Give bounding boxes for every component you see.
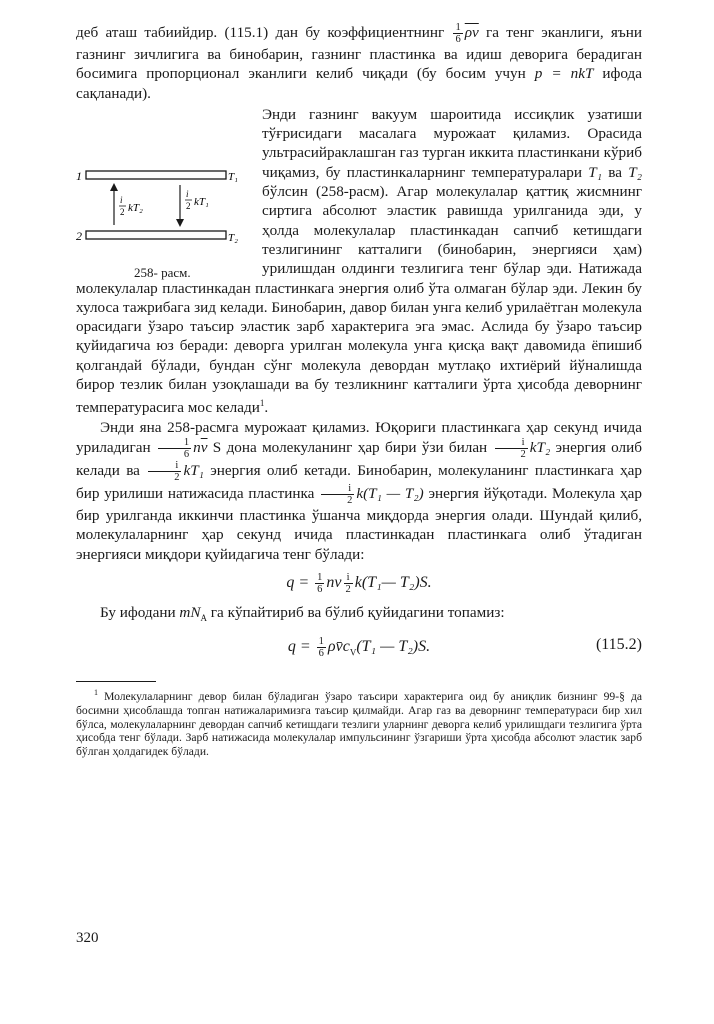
footnote-divider bbox=[76, 681, 156, 682]
figure-caption: 258- расм. bbox=[134, 264, 191, 280]
v-bar-symbol: $\overline{v}$ bbox=[200, 438, 208, 456]
plate-2-number: 2 bbox=[76, 228, 82, 243]
plate-1-number: 1 bbox=[76, 168, 82, 183]
plate-bottom-temp: T₂ bbox=[228, 231, 238, 244]
frac-den: 6 bbox=[455, 34, 461, 45]
para3-text5: энергия йўқотади. Молекула ҳар бир урилганда иккинчи пластинка ўшанча миқдорда энергия олади. Шундай қилиб, молекулаларнинг ҳар секунд ичида пластинкадан пластинкага олиб ўтадиган энергияси миқдори қуйидагича тенг бўлади: bbox=[76, 484, 642, 563]
arrow-left-frac-den: 2 bbox=[120, 206, 125, 217]
para2-text2: бўлсин (258-расм). Агар молекулалар қаттиқ жисмнинг сиртига абсолют эластик равишда урилганида эди, у ҳолда молекулалар пластинкадан сапчиб кетишдаги тезлигининг катталиги (бинобарин, энергияси ҳам) урилишдан олдинги тезлигига тенг бўлар эди. Натижада молекулалар пластинкадан пластинкага энергия олиб ўта олмаган бўлар эди. Лекин бу хулоса тажрибага зид келади. Бинобарин, давор билан унга келиб урилаётган молекула орасидаги ўзаро таъсир эластик зарб характерига эга эмас. Аслида бу ўзаро таъсир қуйидагича юз беради: деворга урилган молекула унга қисқа вақт давомида ёпишиб қолгандай бўлади, бундан сўнг молекула девордан мутлақо ихтиёрий йўналишда бирор тезлик билан узоқлашади ва бу тезликнинг катталиги ўрта ҳисобда деворнинг температурасига мос келади bbox=[76, 183, 642, 417]
paragraph-energy: Энди яна 258-расмга мурожаат қиламиз. Юқориги пластинкага ҳар секунд ичида уриладиган $\frac{1}{6}$ $n\overline{v}$ S дона молекуланинг ҳар бири ўзи билан $\frac{i}{2}$ kT₂ энергия олиб келади ва $\frac{i}{2}$ kT₁ энергия олиб кетади. Бинобарин, молекуланинг пластинкага ҳар бир урилиши натижасида пластинка $\frac{i}{2}$ k(T₁ — T₂) энергия йўқотади. Молекула ҳар бир урилганда иккинчи пластинка ўшанча миқдорда энергия олади. Шундай қилиб, молекулаларнинг ҳар секунд ичида пластинкадан пластинкага олиб ўтадиган энергияси миқдори қуйидагича тенг бўлади: bbox=[76, 418, 642, 563]
plate-top bbox=[86, 171, 226, 179]
footnote-ref: 1 bbox=[259, 398, 265, 409]
page-body bbox=[76, 22, 642, 759]
para1-text2: га тенг эканлиги, яъни газнинг зичлигига ва бинобарин, газнинг пластинка ва идиш деворига берадиган босимига пропорционал эканлиги келиб чиқади (бу босим учун bbox=[76, 23, 642, 83]
para2-T1: T₁ bbox=[588, 163, 602, 181]
para1-text3: ифода сақланади). bbox=[76, 65, 642, 102]
footnote: $^1$ Молекулаларнинг девор билан бўладиган ўзаро таъсири характерига оид бу аниқлик бизнинг 99-§ да босимни ҳисоблашда топган натижаларимизга таъсир қилмайди. Агар газ ва деворнинг температураси бир хил бўлса, молекулаларнинг девордан сапчиб кетишдаги тезлиги уларнинг деворга келиб урилишдаги тезлигига ўрта ҳисобда тенг бўлади. Зарб натижасида молекулалар импульсининг ўзгариши ўрта ҳисобда абсолют эластик зарб бўлган ҳолдагидек бўлади. bbox=[76, 688, 642, 759]
page-number: 320 bbox=[76, 930, 99, 946]
para2-va: ва bbox=[601, 163, 629, 181]
para2-end: . bbox=[264, 399, 269, 417]
arrow-up-head-icon bbox=[110, 183, 118, 191]
arrow-right-frac-num: i bbox=[186, 188, 189, 199]
plate-bottom bbox=[86, 231, 226, 239]
fraction-one-sixth-2: $\frac{1}{6}$ bbox=[158, 437, 191, 460]
arrow-left-frac-num: i bbox=[120, 194, 123, 205]
kT-diff-symbol: k(T₁ — T₂) bbox=[356, 484, 424, 502]
formula-q-1: q = $\frac{1}{6}$ nv $\frac{i}{2}$ k(T₁— T₂)S. bbox=[286, 571, 432, 595]
pressure-formula: p = nkT bbox=[534, 65, 594, 83]
arrow-left-label: kT₂ bbox=[128, 201, 143, 214]
kT1-symbol: kT₁ bbox=[183, 461, 204, 479]
kT2-symbol: kT₂ bbox=[529, 438, 551, 456]
arrow-right-label: kT₁ bbox=[194, 195, 209, 208]
arrow-down-head-icon bbox=[176, 219, 184, 227]
arrow-right-frac-den: 2 bbox=[186, 200, 191, 211]
para3-text3: энергия олиб келади ва bbox=[76, 438, 642, 479]
para2-text1: Энди газнинг вакуум шароитида иссиқлик узатиши тўғрисидаги масалага мурожаат қиламиз. Орасида ультрасийраклашган газ турган иккита пластинкани кўриб чиқамиз, бу пластинкаларнинг температуралари bbox=[262, 105, 642, 181]
para3-text4: энергия олиб кетади. Бинобарин, молекуланинг пластинкага ҳар бир урилиши натижасида пластинка bbox=[76, 461, 642, 502]
equation-number: (115.2) bbox=[595, 636, 642, 654]
formula-q-2: q = $\frac{1}{6}$ $\rho v̄c_V(T_1$ — T₂)S. (115.2) bbox=[287, 636, 642, 660]
para3-text2: S дона молекуланинг ҳар бири ўзи билан bbox=[207, 438, 493, 456]
rho-v-symbol: $\overline{\rho v}$ bbox=[464, 23, 479, 41]
para1-text1: деб аташ табиийдир. (115.1) дан бу коэффициентнинг bbox=[76, 23, 452, 41]
plate-top-temp: T₁ bbox=[228, 170, 238, 183]
paragraph-multiply: Бу ифодани $mN_A$ га кўпайтириб ва бўлиб қуйидагини топамиз: bbox=[100, 603, 505, 623]
n-symbol: n bbox=[193, 438, 201, 456]
frac-num: 1 bbox=[455, 22, 461, 33]
para3-text1: Энди яна 258-расмга мурожаат қиламиз. Юқориги пластинкага ҳар секунд ичида уриладиган bbox=[76, 418, 642, 456]
paragraph-intro bbox=[76, 22, 642, 103]
fraction-one-sixth bbox=[453, 22, 462, 45]
para2-T2: T₂ bbox=[628, 163, 642, 181]
